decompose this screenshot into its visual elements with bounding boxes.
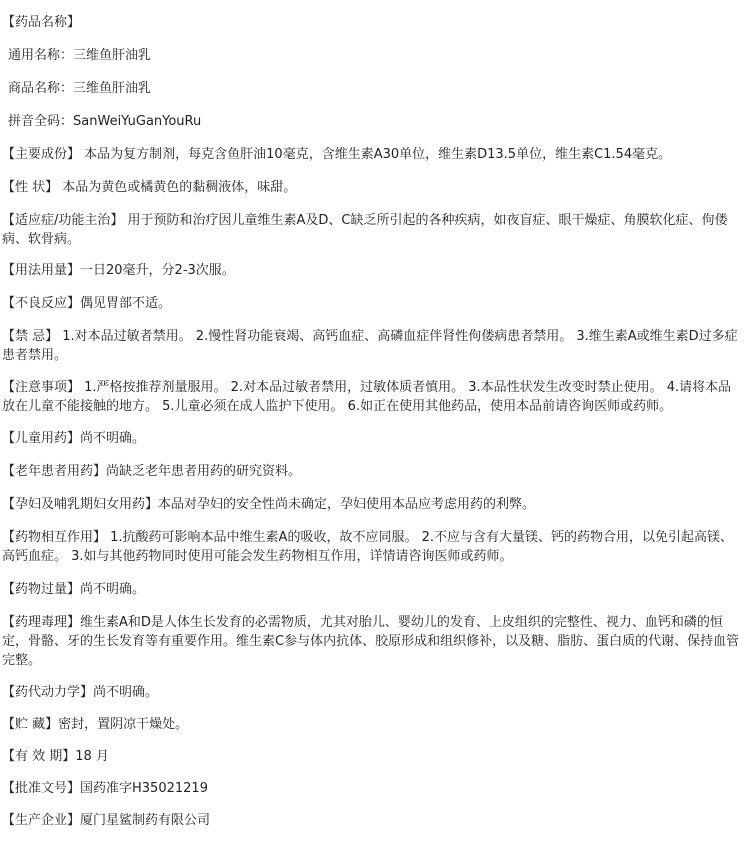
section-indications	[0, 211, 750, 249]
section-text: 尚不明确。	[93, 685, 159, 700]
section-pharmacokinetics	[0, 683, 750, 702]
generic-name-line	[0, 46, 750, 65]
trade-name-label: 商品名称：	[8, 81, 74, 96]
generic-name-value: 三维鱼肝油乳	[73, 48, 152, 63]
section-text: 1.严格按推荐剂量服用。 2.对本品过敏者禁用，过敏体质者慎用。 3.本品性状发生改变时禁止使用。 4.请将本品放在儿童不能接触的地方。 5.儿童必须在成人监护下使用。 6.如正在使用其他药品，使用本品前请咨询医师或药师。	[2, 380, 732, 414]
section-heading: 【禁 忌】	[2, 329, 59, 344]
section-text: 1.对本品过敏者禁用。 2.慢性肾功能衰竭、高钙血症、高磷血症伴肾性佝偻病患者禁用。 3.维生素A或维生素D过多症患者禁用。	[2, 329, 738, 363]
section-text: 1.抗酸药可影响本品中维生素A的吸收，故不应同服。 2.不应与含有大量镁、钙的药物合用，以免引起高镁、高钙血症。 3.如与其他药物同时使用可能会发生药物相互作用，详情请咨询医师或药师。	[2, 530, 733, 564]
section-ingredients	[0, 145, 750, 164]
section-text: 一日20毫升，分2-3次服。	[80, 263, 235, 278]
section-adverse-reactions	[0, 294, 750, 313]
section-pediatric-use	[0, 429, 750, 448]
section-heading: 【生产企业】	[2, 813, 81, 828]
section-text: 18 月	[75, 749, 109, 764]
section-approval-number	[0, 779, 750, 798]
section-heading: 【贮 藏】	[2, 717, 59, 732]
section-overdose	[0, 580, 750, 599]
section-heading: 【注意事项】	[2, 380, 81, 395]
section-text: 国药准字H35021219	[80, 781, 208, 796]
section-properties	[0, 178, 750, 197]
section-heading: 【批准文号】	[2, 781, 81, 796]
section-text: 尚不明确。	[80, 582, 146, 597]
pinyin-line	[0, 112, 750, 131]
section-precautions	[0, 378, 750, 416]
section-heading: 【不良反应】	[2, 296, 81, 311]
section-drug-name-heading	[0, 13, 750, 32]
section-heading: 【用法用量】	[2, 263, 81, 278]
section-text: 尚缺乏老年患者用药的研究资料。	[106, 464, 302, 479]
section-text: 本品对孕妇的安全性尚未确定，孕妇使用本品应考虑用药的利弊。	[158, 497, 536, 512]
section-heading: 【儿童用药】	[2, 431, 81, 446]
section-text: 维生素A和D是人体生长发育的必需物质，尤其对胎儿、婴幼儿的发育、上皮组织的完整性、视力、血钙和磷的恒定，骨骼、牙的生长发育等有重要作用。维生素C参与体内抗体、胶原形成和组织修补，以及糖、脂肪、蛋白质的代谢、保持血管完整。	[2, 615, 740, 668]
section-pharmacology-toxicology	[0, 613, 750, 670]
section-text: 尚不明确。	[80, 431, 146, 446]
section-heading: 【老年患者用药】	[2, 464, 107, 479]
section-text: 偶见胃部不适。	[80, 296, 172, 311]
section-text: 本品为黄色或橘黄色的黏稠液体，味甜。	[58, 180, 297, 195]
section-heading: 【孕妇及哺乳期妇女用药】	[2, 497, 159, 512]
section-heading: 【适应症/功能主治】	[2, 213, 124, 228]
section-text: 用于预防和治疗因儿童维生素A及D、C缺乏所引起的各种疾病，如夜盲症、眼干燥症、角膜软化症、佝偻病、软骨病。	[2, 213, 728, 247]
section-manufacturer	[0, 811, 750, 830]
section-text: 密封，置阴凉干燥处。	[58, 717, 189, 732]
section-storage	[0, 715, 750, 734]
trade-name-value: 三维鱼肝油乳	[73, 81, 152, 96]
section-drug-interactions	[0, 528, 750, 566]
section-shelf-life	[0, 747, 750, 766]
section-text: 本品为复方制剂，每克含鱼肝油10毫克，含维生素A30单位，维生素D13.5单位，维生素C1.54毫克。	[80, 147, 672, 162]
section-heading: 【性 状】	[2, 180, 59, 195]
section-contraindications	[0, 327, 750, 365]
section-heading: 【药物过量】	[2, 582, 81, 597]
section-dosage	[0, 261, 750, 280]
pinyin-value: SanWeiYuGanYouRu	[73, 114, 202, 129]
trade-name-line	[0, 79, 750, 98]
heading: 【药品名称】	[2, 15, 81, 30]
section-heading: 【药代动力学】	[2, 685, 94, 700]
section-heading: 【有 效 期】	[2, 749, 76, 764]
section-pregnancy-lactation	[0, 495, 750, 514]
section-heading: 【药理毒理】	[2, 615, 81, 630]
generic-name-label: 通用名称：	[8, 48, 74, 63]
section-geriatric-use	[0, 462, 750, 481]
section-heading: 【主要成份】	[2, 147, 81, 162]
section-heading: 【药物相互作用】	[2, 530, 107, 545]
section-text: 厦门星鲨制药有限公司	[80, 813, 211, 828]
pinyin-label: 拼音全码：	[8, 114, 74, 129]
